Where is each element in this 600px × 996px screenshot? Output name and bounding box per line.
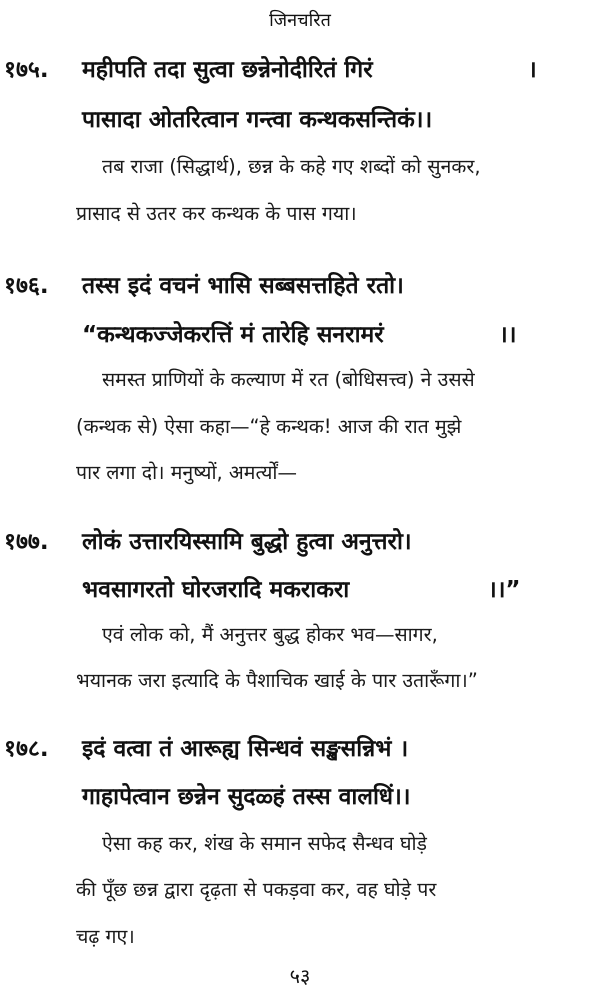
translation-line: प्रासाद से उतर कर कन्थक के पास गया। xyxy=(76,202,357,225)
verse-line-2-end: ।। xyxy=(499,322,517,348)
verse-line-1: महीपति तदा सुत्वा छन्नेनोदीरितं गिरं xyxy=(82,57,373,83)
verse-line-1: लोकं उत्तारयिस्सामि बुद्धो हुत्वा अनुत्तरो। xyxy=(82,529,412,555)
verse-line-2: पासादा ओतरित्वान गन्त्वा कन्थकसन्तिकं।। xyxy=(82,107,433,133)
verse-number: १७५. xyxy=(4,57,49,83)
verse-number: १७६. xyxy=(4,273,49,299)
page-header: जिनचरित xyxy=(269,10,331,31)
page-number: ५३ xyxy=(289,964,311,988)
verse-line-1: तस्स इदं वचनं भासि सब्बसत्तहिते रतो। xyxy=(82,273,404,299)
verse-line-2: गाहापेत्वान छन्नेन सुदळ्हं तस्स वालधिं।। xyxy=(82,784,411,810)
verse-line-1: इदं वत्वा तं आरूह्य सिन्धवं सङ्खसन्निभं । xyxy=(82,736,409,762)
verse-number: १७८. xyxy=(4,736,49,762)
verse-number: १७७. xyxy=(4,529,49,555)
verse-line-1-end: । xyxy=(528,57,537,83)
verse-line-2: “कन्थकज्जेकरत्तिं मं तारेहि सनरामरं xyxy=(82,322,384,348)
translation-line: चढ़ गए। xyxy=(76,925,135,948)
translation-line: एवं लोक को, मैं अनुत्तर बुद्ध होकर भव—सागर, xyxy=(102,623,438,646)
translation-line: तब राजा (सिद्धार्थ), छन्न के कहे गए शब्दों को सुनकर, xyxy=(102,155,481,178)
translation-line: ऐसा कह कर, शंख के समान सफेद सैन्धव घोड़े xyxy=(102,832,427,855)
translation-line: पार लगा दो। मनुष्यों, अमर्त्यों— xyxy=(76,461,297,484)
verse-line-2-end: ।।” xyxy=(488,577,521,603)
translation-line: (कन्थक से) ऐसा कहा—“हे कन्थक! आज की रात मुझे xyxy=(76,415,462,438)
translation-line: की पूँछ छन्न द्वारा दृढ़ता से पकड़वा कर, वह घोड़े पर xyxy=(76,878,437,901)
translation-line: समस्त प्राणियों के कल्याण में रत (बोधिसत्त्व) ने उससे xyxy=(102,368,475,391)
translation-line: भयानक जरा इत्यादि के पैशाचिक खाई के पार उतारूँगा।” xyxy=(76,669,478,692)
verse-line-2: भवसागरतो घोरजरादि मकराकरा xyxy=(82,577,350,603)
